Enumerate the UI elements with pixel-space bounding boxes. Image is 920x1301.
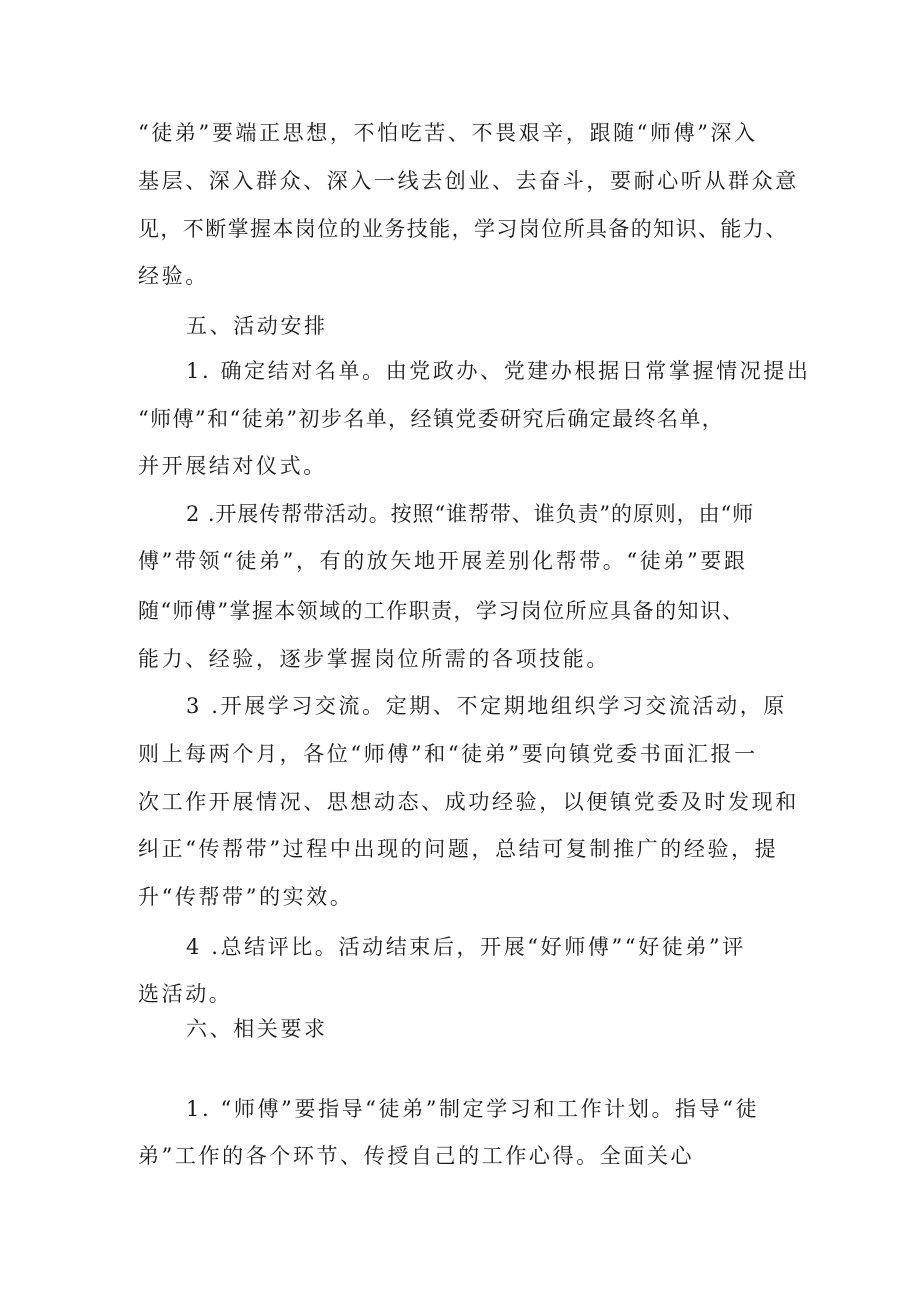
paragraph-line: 3 .开展学习交流。定期、不定期地组织学习交流活动，原 — [186, 694, 787, 718]
paragraph-line: 基层、深入群众、深入一线去创业、去奋斗，要耐心听从群众意 — [138, 169, 799, 193]
paragraph-line: 傅”带领“徒弟”，有的放矢地开展差别化帮带。“徒弟”要跟 — [138, 549, 748, 573]
section-heading: 六、相关要求 — [186, 1017, 328, 1041]
paragraph-line: “师傅”和“徒弟”初步名单，经镇党委研究后确定最终名单， — [138, 407, 725, 431]
paragraph-line: 并开展结对仪式。 — [138, 454, 327, 478]
paragraph-line: 能力、经验，逐步掌握岗位所需的各项技能。 — [138, 647, 610, 671]
paragraph-line: 4 .总结评比。活动结束后，开展“好师傅”“好徒弟”评 — [186, 935, 746, 959]
paragraph-line: 次工作开展情况、思想动态、成功经验，以便镇党委及时发现和 — [138, 790, 799, 814]
paragraph-line: 2 .开展传帮带活动。按照“谁帮带、谁负责”的原则，由“师 — [186, 502, 755, 526]
paragraph-line: 纠正“传帮带”过程中出现的问题，总结可复制推广的经验，提 — [138, 837, 779, 861]
paragraph-line: 见，不断掌握本岗位的业务技能，学习岗位所具备的知识、能力、 — [138, 217, 788, 241]
section-heading: 五、活动安排 — [186, 314, 328, 338]
paragraph-line: 随“师傅”掌握本领域的工作职责，学习岗位所应具备的知识、 — [138, 599, 745, 623]
paragraph-line: 选活动。 — [138, 982, 233, 1006]
paragraph-line: 弟”工作的各个环节、传授自己的工作心得。全面关心 — [138, 1144, 695, 1168]
paragraph-line: 则上每两个月，各位“师傅”和“徒弟”要向镇党委书面汇报一 — [138, 742, 758, 766]
paragraph-line: 1. 确定结对名单。由党政办、党建办根据日常掌握情况提出 — [186, 359, 811, 383]
paragraph-line: “徒弟”要端正思想，不怕吃苦、不畏艰辛，跟随“师傅”深入 — [138, 121, 758, 145]
paragraph-line: 1. “师傅”要指导“徒弟”制定学习和工作计划。指导“徒 — [186, 1097, 760, 1121]
paragraph-line: 升“传帮带”的实效。 — [138, 885, 354, 909]
paragraph-line: 经验。 — [138, 264, 209, 288]
